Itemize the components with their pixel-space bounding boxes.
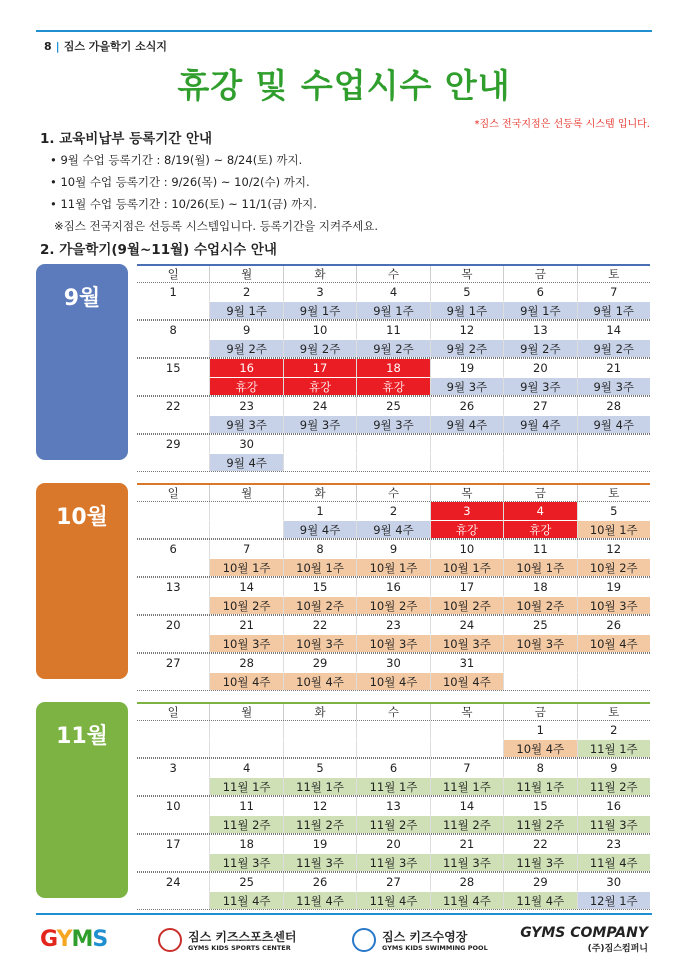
week-labels-row: [137, 558, 650, 577]
class-week-cell: 11월 3주: [284, 853, 357, 871]
class-week-cell: 10월 3주: [578, 596, 650, 614]
date-cell: [431, 435, 504, 453]
weekday-label: 토: [608, 705, 620, 719]
week-dates-row: [137, 358, 650, 377]
date-cell: 16: [606, 799, 622, 813]
weekday-label: 화: [284, 485, 357, 501]
date-cell: 6: [357, 759, 430, 777]
class-week-cell: [137, 453, 210, 471]
class-week-cell: [137, 891, 210, 909]
class-week-cell: 11월 4주: [284, 891, 357, 909]
weekday-header: [137, 483, 650, 501]
class-week-cell: 11월 4주: [578, 853, 650, 871]
date-cell: 14: [210, 578, 283, 596]
date-cell: 30: [606, 875, 622, 889]
class-week-cell: 9월 2주: [357, 339, 430, 357]
publication-name: 짐스 가을학기 소식지: [63, 40, 167, 53]
weekday-label: 월: [210, 704, 283, 720]
class-week-cell: [137, 815, 210, 833]
date-cell: 24: [284, 397, 357, 415]
class-week-cell: 10월 3주: [210, 634, 283, 652]
date-cell: 8: [137, 321, 210, 339]
week-labels-row: [137, 596, 650, 615]
week-dates-row: [137, 434, 650, 453]
date-cell: 6: [504, 283, 577, 301]
registration-bullet: • 11월 수업 등록기간 : 10/26(토) ~ 11/1(금) 까지.: [50, 197, 317, 211]
class-week-cell: 휴강: [504, 520, 577, 538]
date-cell: [578, 435, 650, 453]
class-week-cell: 10월 4주: [284, 672, 357, 690]
class-week-cell: 11월 1주: [210, 777, 283, 795]
date-cell: 2: [210, 283, 283, 301]
class-week-cell: [137, 520, 210, 538]
date-cell: 7: [210, 540, 283, 558]
class-week-cell: 11월 4주: [210, 891, 283, 909]
class-week-cell: [137, 853, 210, 871]
class-week-cell: 9월 4주: [284, 520, 357, 538]
date-cell: [578, 654, 650, 672]
date-cell: 11: [504, 540, 577, 558]
class-week-cell: 9월 4주: [210, 453, 283, 471]
class-week-cell: [137, 301, 210, 319]
date-cell: [137, 502, 210, 520]
date-cell: 19: [284, 835, 357, 853]
class-week-cell: 9월 1주: [431, 301, 504, 319]
date-cell: 12: [606, 542, 622, 556]
date-cell: 15: [137, 359, 210, 377]
class-week-cell: 10월 1주: [357, 558, 430, 576]
class-week-cell: [504, 672, 577, 690]
month-tab-november: 11월: [36, 702, 128, 898]
date-cell: [284, 721, 357, 739]
date-cell: [504, 654, 577, 672]
class-week-cell: 9월 3주: [357, 415, 430, 433]
date-cell: 8: [504, 759, 577, 777]
class-week-cell: [137, 339, 210, 357]
class-week-cell: 11월 2주: [357, 815, 430, 833]
date-cell: 30: [210, 435, 283, 453]
class-week-cell: 11월 1주: [431, 777, 504, 795]
calendar-october: [137, 483, 650, 691]
top-rule: [36, 30, 652, 32]
date-cell: 19: [606, 580, 622, 594]
date-cell: 14: [431, 797, 504, 815]
class-week-cell: 10월 3주: [431, 634, 504, 652]
date-cell: 20: [357, 835, 430, 853]
brand-title: 짐스 키즈스포츠센터: [188, 930, 297, 944]
date-cell: 28: [431, 873, 504, 891]
class-week-cell: 10월 4주: [431, 672, 504, 690]
class-week-cell: 휴강: [284, 377, 357, 395]
week-dates-row: [137, 320, 650, 339]
class-week-cell: 10월 4주: [504, 739, 577, 757]
registration-bullet: • 10월 수업 등록기간 : 9/26(목) ~ 10/2(수) 까지.: [50, 175, 310, 189]
week-labels-row: [137, 377, 650, 396]
date-cell: 28: [210, 654, 283, 672]
gyms-logo: GYMS: [40, 927, 108, 952]
date-cell: 16: [357, 578, 430, 596]
class-week-cell: 9월 1주: [357, 301, 430, 319]
date-cell: 18: [210, 835, 283, 853]
class-week-cell: 10월 1주: [284, 558, 357, 576]
class-week-cell: 휴강: [210, 377, 283, 395]
weekday-label: 화: [284, 266, 357, 282]
class-week-cell: [431, 739, 504, 757]
date-cell: [504, 435, 577, 453]
weekday-label: 수: [357, 704, 430, 720]
date-cell: 28: [606, 399, 622, 413]
date-cell: [210, 502, 283, 520]
date-cell: 18: [357, 359, 430, 377]
class-week-cell: 10월 1주: [431, 558, 504, 576]
week-dates-row: [137, 615, 650, 634]
class-week-cell: [504, 453, 577, 471]
week-labels-row: [137, 815, 650, 834]
date-cell: 9: [610, 761, 618, 775]
date-cell: 5: [284, 759, 357, 777]
date-cell: 27: [137, 654, 210, 672]
class-week-cell: [137, 634, 210, 652]
date-cell: 11: [357, 321, 430, 339]
week-dates-row: [137, 396, 650, 415]
class-week-cell: 11월 1주: [357, 777, 430, 795]
week-labels-row: [137, 739, 650, 758]
class-week-cell: 9월 3주: [504, 377, 577, 395]
weekday-label: 수: [357, 266, 430, 282]
week-dates-row: [137, 720, 650, 739]
date-cell: 1: [284, 502, 357, 520]
class-week-cell: 9월 2주: [284, 339, 357, 357]
weekday-label: 수: [357, 485, 430, 501]
week-labels-row: [137, 853, 650, 872]
weekday-label: 일: [137, 704, 210, 720]
date-cell: 15: [504, 797, 577, 815]
section1-title: 1. 교육비납부 등록기간 안내: [40, 131, 213, 147]
date-cell: 29: [137, 435, 210, 453]
date-cell: [431, 721, 504, 739]
class-week-cell: 휴강: [431, 520, 504, 538]
class-week-cell: 10월 2주: [431, 596, 504, 614]
date-cell: 23: [606, 837, 622, 851]
class-week-cell: 10월 4주: [357, 672, 430, 690]
week-labels-row: [137, 453, 650, 472]
class-week-cell: 11월 3주: [431, 853, 504, 871]
date-cell: 3: [284, 283, 357, 301]
class-week-cell: 9월 4주: [504, 415, 577, 433]
month-tab-october: 10월: [36, 483, 128, 679]
class-week-cell: 10월 4주: [578, 634, 650, 652]
class-week-cell: [137, 558, 210, 576]
date-cell: 23: [357, 616, 430, 634]
date-cell: 18: [504, 578, 577, 596]
date-cell: 26: [284, 873, 357, 891]
date-cell: 3: [431, 502, 504, 520]
date-cell: 10: [137, 797, 210, 815]
registration-notice: ※짐스 전국지점은 선등록 시스템입니다. 등록기간을 지켜주세요.: [54, 219, 379, 233]
weekday-label: 금: [504, 485, 577, 501]
weekday-label: 월: [210, 266, 283, 282]
date-cell: 17: [137, 835, 210, 853]
date-cell: 31: [431, 654, 504, 672]
week-labels-row: [137, 672, 650, 691]
weekday-label: 화: [284, 704, 357, 720]
class-week-cell: 11월 2주: [284, 815, 357, 833]
class-week-cell: 11월 4주: [357, 891, 430, 909]
week-dates-row: [137, 539, 650, 558]
class-week-cell: 9월 2주: [504, 339, 577, 357]
brand-subtitle: GYMS KIDS SPORTS CENTER: [188, 944, 291, 952]
date-cell: 30: [357, 654, 430, 672]
class-week-cell: 9월 3주: [578, 377, 650, 395]
date-cell: 27: [504, 397, 577, 415]
class-week-cell: 10월 4주: [210, 672, 283, 690]
class-week-cell: [137, 777, 210, 795]
date-cell: 24: [137, 873, 210, 891]
brand-subtitle: GYMS KIDS SWIMMING POOL: [382, 944, 488, 952]
weekday-label: 목: [431, 485, 504, 501]
date-cell: 17: [431, 578, 504, 596]
registration-bullet: • 9월 수업 등록기간 : 8/19(월) ~ 8/24(토) 까지.: [50, 153, 303, 167]
page-number: 8: [44, 40, 52, 53]
class-week-cell: [578, 672, 650, 690]
date-cell: 3: [137, 759, 210, 777]
class-week-cell: [284, 453, 357, 471]
weekday-label: 일: [137, 485, 210, 501]
weekday-label: 토: [608, 267, 620, 281]
class-week-cell: 9월 4주: [357, 520, 430, 538]
class-week-cell: 12월 1주: [578, 891, 650, 909]
date-cell: 5: [431, 283, 504, 301]
date-cell: 22: [504, 835, 577, 853]
running-header: [44, 38, 167, 54]
class-week-cell: 11월 1주: [284, 777, 357, 795]
week-labels-row: [137, 891, 650, 910]
date-cell: 4: [210, 759, 283, 777]
class-week-cell: 9월 3주: [210, 415, 283, 433]
class-week-cell: 10월 1주: [578, 520, 650, 538]
class-week-cell: 11월 1주: [578, 739, 650, 757]
date-cell: 9: [210, 321, 283, 339]
class-week-cell: 11월 2주: [431, 815, 504, 833]
class-week-cell: 11월 2주: [504, 815, 577, 833]
company-english: GYMS COMPANY: [520, 925, 648, 941]
class-week-cell: 9월 2주: [210, 339, 283, 357]
date-cell: 13: [137, 578, 210, 596]
class-week-cell: 11월 3주: [210, 853, 283, 871]
week-dates-row: [137, 653, 650, 672]
class-week-cell: 9월 1주: [578, 301, 650, 319]
date-cell: 26: [606, 618, 622, 632]
date-cell: 25: [210, 873, 283, 891]
class-week-cell: 10월 2주: [578, 558, 650, 576]
class-week-cell: 11월 2주: [578, 777, 650, 795]
class-week-cell: 10월 1주: [504, 558, 577, 576]
week-dates-row: [137, 796, 650, 815]
date-cell: 22: [137, 397, 210, 415]
date-cell: 25: [357, 397, 430, 415]
week-labels-row: [137, 415, 650, 434]
weekday-label: 금: [504, 266, 577, 282]
section2-title: 2. 가을학기(9월~11월) 수업시수 안내: [40, 242, 277, 258]
date-cell: 10: [284, 321, 357, 339]
date-cell: 21: [606, 361, 622, 375]
company-korean: (주)짐스컴퍼니: [587, 944, 648, 954]
class-week-cell: 10월 2주: [284, 596, 357, 614]
class-week-cell: [137, 672, 210, 690]
class-week-cell: [137, 377, 210, 395]
weekday-label: 목: [431, 266, 504, 282]
header-separator: |: [55, 40, 60, 53]
class-week-cell: 11월 1주: [504, 777, 577, 795]
date-cell: [210, 721, 283, 739]
date-cell: 14: [606, 323, 622, 337]
class-week-cell: [578, 453, 650, 471]
class-week-cell: [137, 739, 210, 757]
date-cell: 1: [137, 283, 210, 301]
date-cell: 26: [431, 397, 504, 415]
date-cell: 4: [504, 502, 577, 520]
week-labels-row: [137, 339, 650, 358]
week-labels-row: [137, 520, 650, 539]
class-week-cell: 11월 3주: [357, 853, 430, 871]
class-week-cell: 10월 3주: [504, 634, 577, 652]
date-cell: 25: [504, 616, 577, 634]
date-cell: [284, 435, 357, 453]
date-cell: 10: [431, 540, 504, 558]
class-week-cell: 9월 2주: [431, 339, 504, 357]
class-week-cell: 10월 2주: [357, 596, 430, 614]
date-cell: 16: [210, 359, 283, 377]
class-week-cell: [357, 453, 430, 471]
date-cell: [357, 721, 430, 739]
class-week-cell: 9월 2주: [578, 339, 650, 357]
class-week-cell: [137, 415, 210, 433]
date-cell: [357, 435, 430, 453]
class-week-cell: 10월 3주: [284, 634, 357, 652]
weekday-label: 목: [431, 704, 504, 720]
class-week-cell: 11월 3주: [504, 853, 577, 871]
preregistration-note: *짐스 전국지점은 선등록 시스템 입니다.: [474, 119, 650, 130]
date-cell: 21: [431, 835, 504, 853]
date-cell: 9: [357, 540, 430, 558]
week-labels-row: [137, 777, 650, 796]
week-labels-row: [137, 634, 650, 653]
weekday-label: 월: [210, 485, 283, 501]
page-title: 휴강 및 수업시수 안내: [177, 66, 511, 105]
week-dates-row: [137, 282, 650, 301]
calendar-september: [137, 264, 650, 472]
date-cell: [137, 721, 210, 739]
date-cell: 20: [137, 616, 210, 634]
date-cell: 1: [504, 721, 577, 739]
week-labels-row: [137, 301, 650, 320]
class-week-cell: 9월 4주: [431, 415, 504, 433]
class-week-cell: 11월 4주: [431, 891, 504, 909]
company-name: [520, 925, 648, 954]
class-week-cell: 9월 1주: [210, 301, 283, 319]
week-dates-row: [137, 872, 650, 891]
weekday-header: [137, 702, 650, 720]
sports-center-emblem-icon: [158, 928, 182, 952]
date-cell: 22: [284, 616, 357, 634]
date-cell: 2: [610, 723, 618, 737]
class-week-cell: 9월 3주: [284, 415, 357, 433]
class-week-cell: [137, 596, 210, 614]
swimming-pool-emblem-icon: [352, 928, 376, 952]
class-week-cell: 11월 2주: [210, 815, 283, 833]
class-week-cell: 휴강: [357, 377, 430, 395]
date-cell: 21: [210, 616, 283, 634]
date-cell: 13: [357, 797, 430, 815]
date-cell: 20: [504, 359, 577, 377]
date-cell: 2: [357, 502, 430, 520]
date-cell: 12: [284, 797, 357, 815]
class-week-cell: [284, 739, 357, 757]
month-tab-september: 9월: [36, 264, 128, 460]
class-week-cell: 10월 2주: [210, 596, 283, 614]
date-cell: 12: [431, 321, 504, 339]
class-week-cell: 10월 2주: [504, 596, 577, 614]
class-week-cell: [210, 739, 283, 757]
date-cell: 29: [284, 654, 357, 672]
date-cell: 8: [284, 540, 357, 558]
class-week-cell: 10월 1주: [210, 558, 283, 576]
week-dates-row: [137, 577, 650, 596]
date-cell: 17: [284, 359, 357, 377]
date-cell: 13: [504, 321, 577, 339]
class-week-cell: 9월 4주: [578, 415, 650, 433]
class-week-cell: 9월 1주: [284, 301, 357, 319]
class-week-cell: 11월 3주: [578, 815, 650, 833]
date-cell: 23: [210, 397, 283, 415]
brand-title: 짐스 키즈수영장: [382, 930, 468, 944]
bottom-rule: [36, 913, 652, 915]
week-dates-row: [137, 501, 650, 520]
date-cell: 7: [431, 759, 504, 777]
date-cell: 7: [610, 285, 618, 299]
date-cell: 29: [504, 873, 577, 891]
date-cell: 11: [210, 797, 283, 815]
date-cell: 15: [284, 578, 357, 596]
class-week-cell: [210, 520, 283, 538]
week-dates-row: [137, 758, 650, 777]
date-cell: 6: [137, 540, 210, 558]
date-cell: 19: [431, 359, 504, 377]
date-cell: 24: [431, 616, 504, 634]
weekday-label: 일: [137, 266, 210, 282]
class-week-cell: [357, 739, 430, 757]
weekday-label: 금: [504, 704, 577, 720]
date-cell: 4: [357, 283, 430, 301]
class-week-cell: 10월 3주: [357, 634, 430, 652]
weekday-label: 토: [608, 486, 620, 500]
date-cell: 5: [610, 504, 618, 518]
class-week-cell: 9월 3주: [431, 377, 504, 395]
week-dates-row: [137, 834, 650, 853]
date-cell: 27: [357, 873, 430, 891]
class-week-cell: 11월 4주: [504, 891, 577, 909]
calendar-november: [137, 702, 650, 910]
class-week-cell: [431, 453, 504, 471]
class-week-cell: 9월 1주: [504, 301, 577, 319]
weekday-header: [137, 264, 650, 282]
